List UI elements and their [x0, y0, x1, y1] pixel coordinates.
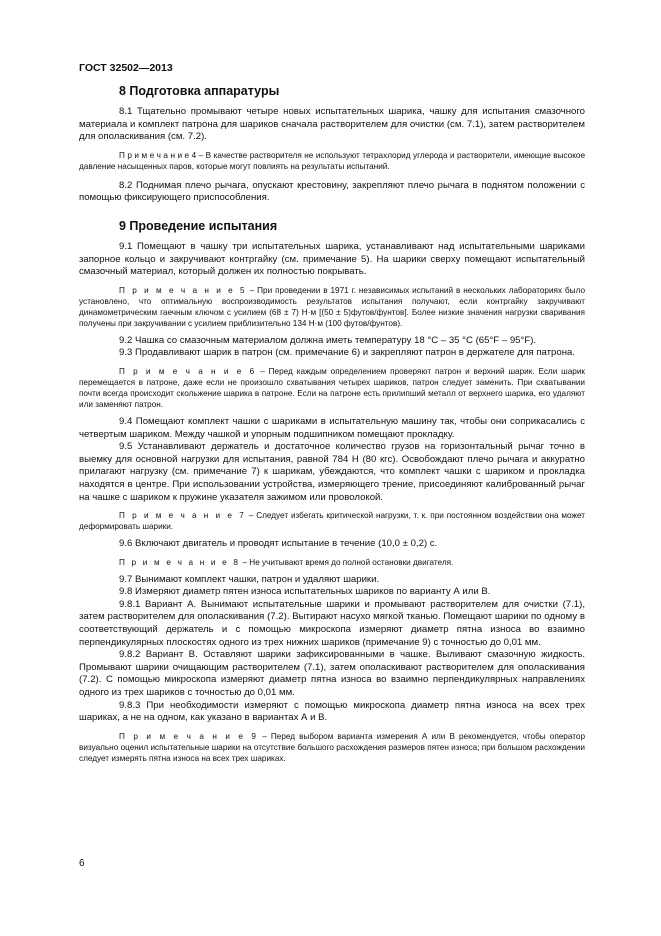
- note-text: – В качестве растворителя не используют тетрахлорид углерода и растворители, имеющие высокое давление насыщенных паров, которые могут повлиять на результаты испытаний.: [79, 150, 586, 171]
- note-text: – Следует избегать критической нагрузки, т. к. при постоянном воздействии она может деформировать шарики.: [79, 511, 585, 532]
- note-label: П р и м е ч а н и е 5: [119, 285, 247, 295]
- paragraph-9-8-1: 9.8.1 Вариант А. Вынимают испытательные шарики и промывают растворителем для очистки (7.1), затем растворителем для ополаскивания (7.2). Вытирают насухо мягкой тканью. Помещают шарики по одному в соответствующий держатель и с помощью микроскопа измеряют диаметр пятна износа во взаимно перпендикулярных плоскостях одного из трех нижних шариков (примечание 9) с точностью до 0,01 мм.: [79, 598, 585, 648]
- note-4: [79, 150, 585, 172]
- document-body: [79, 84, 585, 764]
- note-label: П р и м е ч а н и е 6: [119, 366, 257, 376]
- note-label: П р и м е ч а н и е 8: [119, 557, 241, 567]
- note-8: [79, 557, 585, 568]
- note-text: – Не учитывают время до полной остановки двигателя.: [240, 557, 454, 567]
- note-text: – Перед каждым определением проверяют патрон и верхний шарик. Если шарик перемещается в патроне, даже если не произошло схватывания четырех шариков, патрон следует заменить. При схватывании почти всегда происходит скольжение шарика в патроне. Если на патроне есть прилипший металл от верхнего шарика, его удаляют или заменяют патрон.: [79, 366, 585, 409]
- note-5: [79, 285, 585, 329]
- section-9-title: 9 Проведение испытания: [119, 218, 278, 233]
- page-number: 6: [79, 858, 85, 869]
- note-9: [79, 731, 585, 764]
- paragraph-9-5: 9.5 Устанавливают держатель и достаточное количество грузов на горизонтальный рычаг точно в выемку для основной нагрузки для испытания, равной 784 Н (80 кгс). Освобождают плечо рычага и аккуратно прилагают нагрузку (см. примечание 7) к шарикам, убеждаются, что комплект чашки с шариком и прокладка находятся в центре. При использовании устройства, измеряющего трение, присоединяют калиброванный рычаг на чашке с шариком к пружине указателя зажимом или проволокой.: [79, 441, 585, 503]
- paragraph-9-1: 9.1 Помещают в чашку три испытательных шарика, устанавливают над испытательными шариками запорное кольцо и закручивают контргайку (см. примечание 5). На шарики сверху помещают испытательный смазочный материал, который должен их полностью покрывать.: [79, 240, 585, 278]
- paragraph-9-2: 9.2 Чашка со смазочным материалом должна иметь температуру 18 °С – 35 °С (65°F – 95°F).: [119, 334, 537, 346]
- note-text: – Перед выбором варианта измерения А или В рекомендуется, чтобы оператор визуально оценил испытательные шарики на отсутствие большого расхождения размеров пятен износа; при большом расхождении следует измерять пятна износа на всех трех шариках.: [79, 731, 585, 763]
- paragraph-8-2: 8.2 Поднимая плечо рычага, опускают крестовину, закрепляют плечо рычага в поднятом положении с помощью фиксирующего приспособления.: [79, 179, 585, 204]
- note-text: – При проведении в 1971 г. независимых испытаний в нескольких лабораториях было установлено, что оптимальную воспроизводимость результатов испытания получают, если контргайку закручивают динамометрическим гаечным ключом с усилием (68 ± 7) Н·м [(50 ± 5)футов/фунтов]. Более низкие значения нагрузки сваривания получены при закручивании с усилием приблизительно 134 Н·м (100 футов/фунтов).: [79, 285, 585, 328]
- note-label: П р и м е ч а н и е 4: [119, 150, 197, 160]
- note-label: П р и м е ч а н и е 9: [119, 731, 259, 741]
- paragraph-9-8-2: 9.8.2 Вариант В. Оставляют шарики зафиксированными в чашке. Выливают смазочную жидкость. Промывают шарики очищающим растворителем (7.1), затем ополаскивают растворителем для ополаскивания (7.2). С помощью микроскопа измеряют диаметр пятна износа во взаимно перпендикулярных направлениях одного из трех шариков с точностью до 0,01 мм.: [79, 649, 585, 699]
- paragraph-9-3: 9.3 Продавливают шарик в патрон (см. примечание 6) и закрепляют патрон в держателе для патрона.: [119, 347, 576, 359]
- paragraph-9-4: 9.4 Помещают комплект чашки с шариками в испытательную машину так, чтобы они соприкасались с четвертым шариком. Между чашкой и упорным подшипником помещают прокладку.: [79, 415, 585, 440]
- paragraph-9-8-3: 9.8.3 При необходимости измеряют с помощью микроскопа диаметр пятна износа на всех трех шариках, а не на одном, как указано в вариантах А и В.: [79, 699, 585, 724]
- document-code: ГОСТ 32502—2013: [79, 62, 173, 74]
- paragraph-8-1: 8.1 Тщательно промывают четыре новых испытательных шарика, чашку для испытания смазочного материала и комплект патрона для шариков сначала растворителем для очистки (см. 7.1), затем растворителем для ополаскивания (см. 7.2).: [79, 106, 585, 143]
- note-7: [79, 510, 585, 532]
- note-6: [79, 366, 585, 410]
- paragraph-9-7: 9.7 Вынимают комплект чашки, патрон и удаляют шарики.: [119, 573, 380, 585]
- paragraph-9-6: 9.6 Включают двигатель и проводят испытание в течение (10,0 ± 0,2) с.: [119, 538, 438, 550]
- section-8-title: 8 Подготовка аппаратуры: [119, 84, 280, 98]
- paragraph-9-8: 9.8 Измеряют диаметр пятен износа испытательных шариков по варианту А или В.: [119, 586, 491, 598]
- note-label: П р и м е ч а н и е 7: [119, 511, 246, 521]
